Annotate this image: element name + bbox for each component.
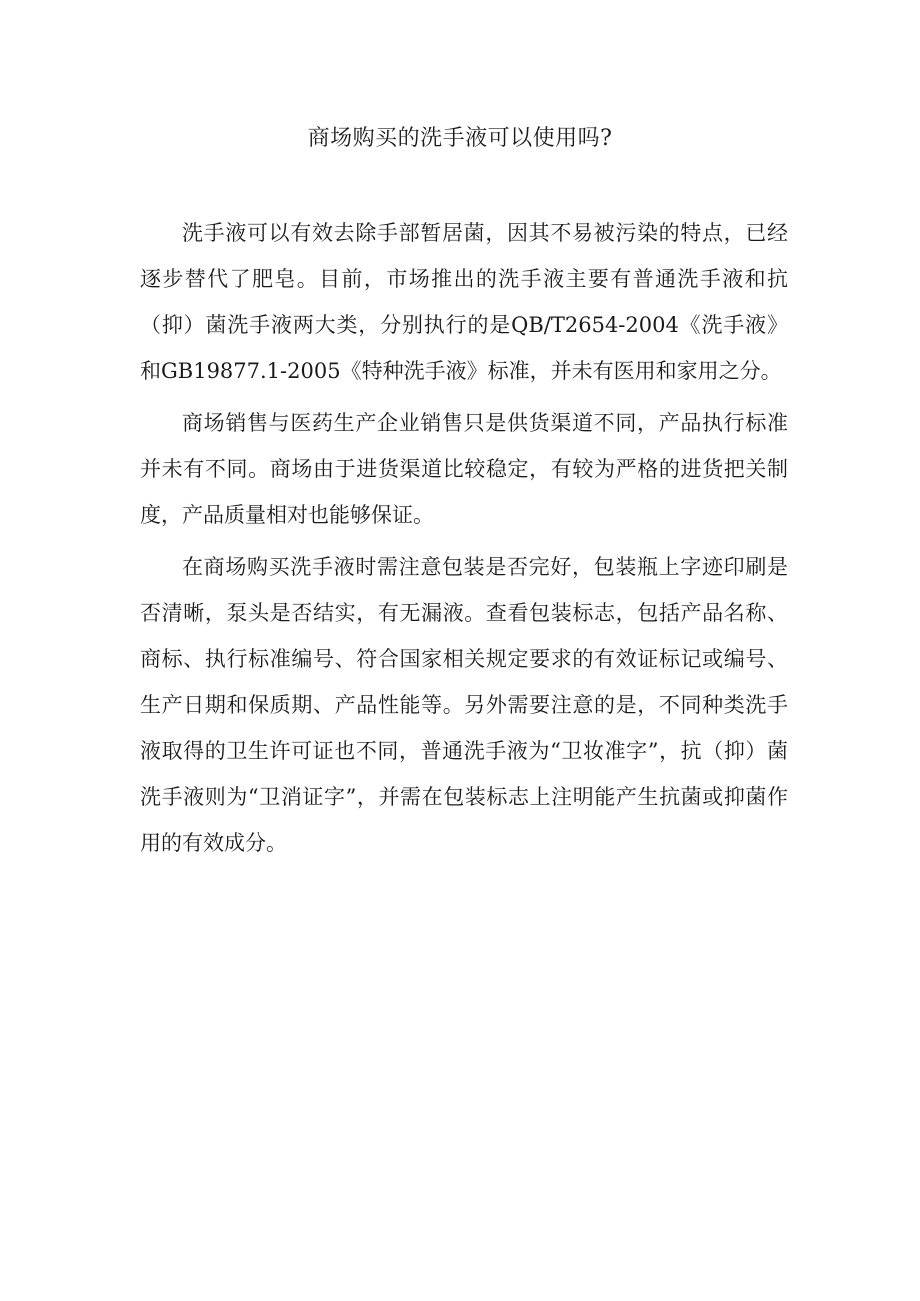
document-title: 商场购买的洗手液可以使用吗? bbox=[307, 126, 613, 151]
document-body bbox=[140, 210, 788, 872]
paragraph-1: 洗手液可以有效去除手部暂居菌，因其不易被污染的特点，已经逐步替代了肥皂。目前，市场推出的洗手液主要有普通洗手液和抗（抑）菌洗手液两大类，分别执行的是QB/T2654-2004《洗手液》和GB19877.1-2005《特种洗手液》标准，并未有医用和家用之分。 bbox=[140, 221, 788, 383]
paragraph-3: 在商场购买洗手液时需注意包装是否完好，包装瓶上字迹印刷是否清晰，泵头是否结实，有无漏液。查看包装标志，包括产品名称、商标、执行标准编号、符合国家相关规定要求的有效证标记或编号、生产日期和保质期、产品性能等。另外需要注意的是，不同种类洗手液取得的卫生许可证也不同，普通洗手液为“卫妆准字”，抗（抑）菌洗手液则为“卫消证字”，并需在包装标志上注明能产生抗菌或抑菌作用的有效成分。 bbox=[140, 555, 788, 855]
paragraph-2: 商场销售与医药生产企业销售只是供货渠道不同，产品执行标准并未有不同。商场由于进货渠道比较稳定，有较为严格的进货把关制度，产品质量相对也能够保证。 bbox=[140, 411, 788, 527]
